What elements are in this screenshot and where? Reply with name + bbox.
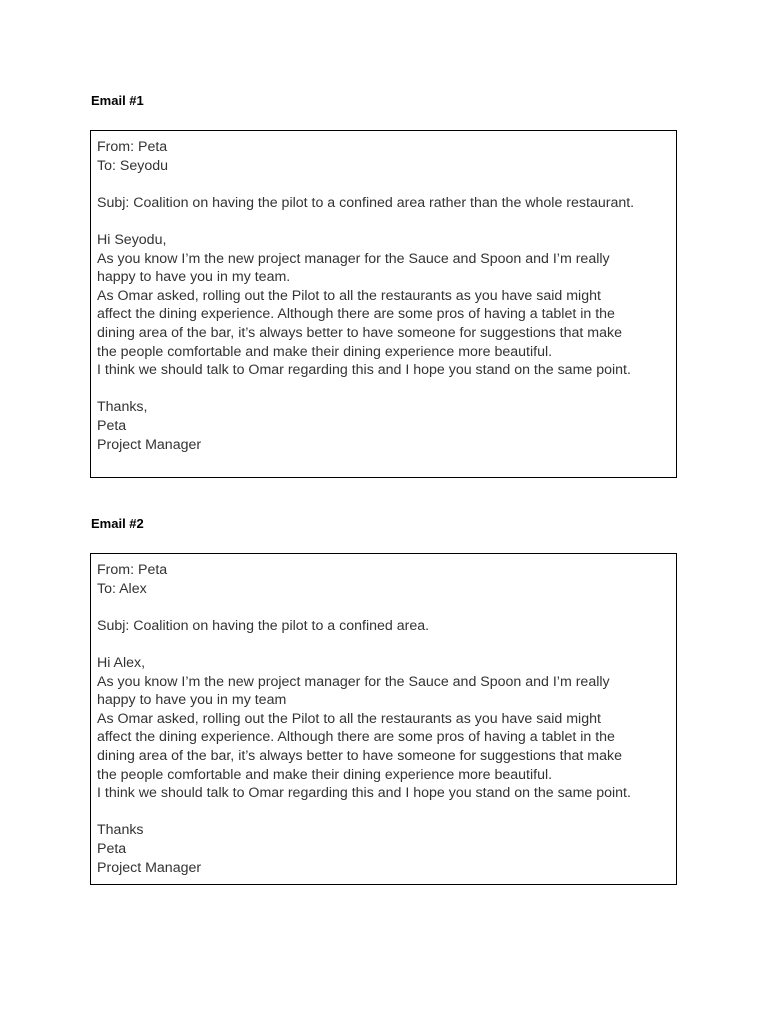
email-1-body-line: the people comfortable and make their dining experience more beautiful. bbox=[97, 343, 553, 360]
email-2-signature-title: Project Manager bbox=[97, 859, 202, 876]
email-1-body-line: As Omar asked, rolling out the Pilot to all the restaurants as you have said might bbox=[97, 287, 601, 304]
email-1-body-line: dining area of the bar, it’s always better to have someone for suggestions that make bbox=[97, 324, 622, 341]
email-1-to: To: Seyodu bbox=[97, 157, 168, 174]
email-2-body-line: I think we should talk to Omar regarding this and I hope you stand on the same point. bbox=[97, 785, 631, 802]
email-1-signature-title: Project Manager bbox=[97, 436, 202, 453]
email-1-spacer bbox=[97, 212, 670, 231]
email-1-box bbox=[90, 130, 677, 478]
email-2-greeting: Hi Alex, bbox=[97, 654, 146, 671]
email-2-signature-name: Peta bbox=[97, 840, 127, 857]
email-1-spacer bbox=[97, 175, 670, 194]
email-2-spacer bbox=[97, 598, 670, 617]
email-2-spacer bbox=[97, 803, 670, 822]
email-2-heading: Email #2 bbox=[91, 516, 144, 531]
email-2-subject: Subj: Coalition on having the pilot to a confined area. bbox=[97, 617, 430, 634]
email-2-body-line: As Omar asked, rolling out the Pilot to all the restaurants as you have said might bbox=[97, 710, 601, 727]
email-2-body-line: happy to have you in my team bbox=[97, 692, 287, 709]
email-2-box bbox=[90, 553, 677, 885]
email-1-signature-name: Peta bbox=[97, 417, 127, 434]
email-1-heading: Email #1 bbox=[91, 93, 144, 108]
email-2-signoff: Thanks bbox=[97, 822, 144, 839]
email-2-body-line: the people comfortable and make their dining experience more beautiful. bbox=[97, 766, 553, 783]
email-1-body-line: I think we should talk to Omar regarding this and I hope you stand on the same point. bbox=[97, 362, 631, 379]
email-1-from: From: Peta bbox=[97, 139, 168, 155]
email-1-body-line: happy to have you in my team. bbox=[97, 269, 291, 286]
email-2-to: To: Alex bbox=[97, 580, 147, 597]
email-2-from: From: Peta bbox=[97, 562, 168, 578]
email-2-body-line: As you know I’m the new project manager for the Sauce and Spoon and I’m really bbox=[97, 673, 610, 690]
email-1-body-line: affect the dining experience. Although there are some pros of having a tablet in the bbox=[97, 306, 615, 323]
email-1-body-line: As you know I’m the new project manager for the Sauce and Spoon and I’m really bbox=[97, 250, 610, 267]
email-1-greeting: Hi Seyodu, bbox=[97, 231, 167, 248]
email-1-signoff: Thanks, bbox=[97, 399, 148, 416]
email-2-body-line: affect the dining experience. Although there are some pros of having a tablet in the bbox=[97, 729, 615, 746]
email-2-body-line: dining area of the bar, it’s always better to have someone for suggestions that make bbox=[97, 747, 622, 764]
email-1-spacer bbox=[97, 380, 670, 399]
email-1-subject: Subj: Coalition on having the pilot to a confined area rather than the whole restaurant. bbox=[97, 194, 635, 211]
email-2-spacer bbox=[97, 635, 670, 654]
